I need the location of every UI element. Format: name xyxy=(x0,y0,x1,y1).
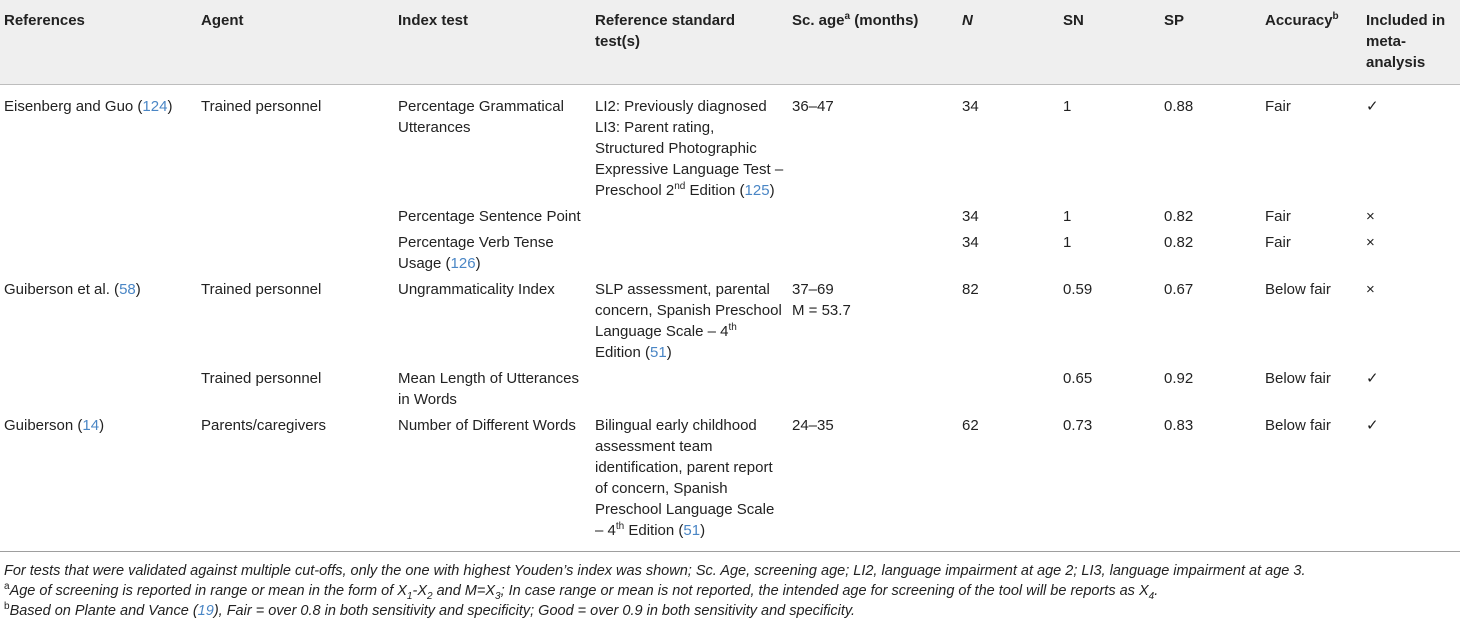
cell-sp: 0.92 xyxy=(1164,370,1194,387)
table-row xyxy=(0,367,1460,414)
cell-index-test: Number of Different Words xyxy=(394,414,591,552)
standard-text: Bilingual early childhood assessment team identification, parent report of concern, Spanish Preschool Language Scale – 4 xyxy=(595,417,775,539)
cell-sn: 1 xyxy=(1063,234,1072,251)
col-reference-standard: Reference standard test(s) xyxy=(591,0,788,85)
footnote-a xyxy=(4,581,1456,601)
footnote-text: Age of screening is reported in range or mean in the form of X xyxy=(9,583,407,599)
cell-sc-age xyxy=(788,414,958,552)
cell-reference-standard xyxy=(591,278,788,367)
footnote-text: . xyxy=(1154,583,1159,599)
col-n: N xyxy=(958,0,1059,85)
reference-text: Eisenberg and Guo ( xyxy=(4,98,143,115)
subscript: 2 xyxy=(426,590,433,602)
cell-agent: Trained personnel xyxy=(201,98,322,115)
cell-reference-standard xyxy=(591,231,788,278)
table-row xyxy=(0,414,1460,552)
cell-included: × xyxy=(1366,234,1375,251)
footnote-text: ), Fair = over 0.8 in both sensitivity and specificity; Good = over 0.9 in both sensitivity and specificity. xyxy=(213,603,856,619)
table-row xyxy=(0,231,1460,278)
cell-sn: 0.59 xyxy=(1063,281,1093,298)
cell-accuracy: Fair xyxy=(1265,234,1291,251)
cell-sp: 0.67 xyxy=(1164,281,1194,298)
col-sn: SN xyxy=(1059,0,1160,85)
footnote-b xyxy=(4,601,1456,621)
cell-sn: 1 xyxy=(1063,98,1072,115)
citation-link[interactable]: 58 xyxy=(119,281,136,298)
cell-accuracy: Fair xyxy=(1265,208,1291,225)
table-footnotes xyxy=(0,552,1460,621)
reference-close: ) xyxy=(135,281,141,298)
cell-reference-standard xyxy=(591,367,788,414)
cell-reference-standard xyxy=(591,205,788,231)
subscript: 3 xyxy=(495,590,501,602)
citation-link[interactable]: 125 xyxy=(744,182,770,199)
header-row xyxy=(0,0,1460,85)
reference-close: ) xyxy=(99,417,105,434)
age-mean: M = 53.7 xyxy=(792,302,851,319)
cell-sc-age xyxy=(788,278,958,367)
footnote-mark: a xyxy=(4,581,10,593)
col-included: Included in meta-analysis xyxy=(1362,0,1460,85)
citation-link[interactable]: 14 xyxy=(82,417,100,434)
standard-close: ) xyxy=(700,522,706,539)
col-agent: Agent xyxy=(197,0,394,85)
footnote-text: -X xyxy=(412,583,427,599)
footnote-general: For tests that were validated against multiple cut-offs, only the one with highest Youden’s index was shown; Sc. Age, screening age; LI2, language impairment at age 2; LI3, language impairment at age 3. xyxy=(4,563,1306,579)
citation-link[interactable]: 19 xyxy=(197,603,214,619)
col-accuracy xyxy=(1261,0,1362,85)
cell-included: × xyxy=(1366,208,1375,225)
col-references: References xyxy=(0,0,197,85)
footnote-mark: b xyxy=(4,601,10,613)
cell-accuracy: Below fair xyxy=(1261,414,1362,552)
cell-included: × xyxy=(1366,281,1375,298)
cell-agent: Trained personnel xyxy=(201,281,322,298)
reference-text: Guiberson et al. ( xyxy=(4,281,120,298)
standard-close: ) xyxy=(769,182,775,199)
footnote-text: Based on Plante and Vance ( xyxy=(9,603,198,619)
cell-n: 34 xyxy=(962,208,979,225)
cell-reference xyxy=(0,414,197,552)
standard-text: SLP assessment, parental concern, Spanish Preschool Language Scale – 4 xyxy=(595,281,782,340)
cell-reference xyxy=(0,367,197,414)
accuracy-footnote-mark: b xyxy=(1332,11,1339,22)
subscript: 1 xyxy=(406,590,413,602)
index-test-text: Percentage Verb Tense Usage ( xyxy=(398,234,554,272)
citation-link[interactable]: 51 xyxy=(650,344,667,361)
standard-text-tail: Edition ( xyxy=(685,182,745,199)
footnote-text: and M=X xyxy=(432,583,496,599)
cell-reference xyxy=(0,231,197,278)
age-range: 36–47 xyxy=(792,98,834,115)
cell-index-test xyxy=(394,231,591,278)
cell-reference-standard xyxy=(591,85,788,206)
cell-n xyxy=(958,367,1059,414)
cell-index-test: Percentage Sentence Point xyxy=(398,208,581,225)
reference-text: Guiberson ( xyxy=(4,417,83,434)
cell-sp: 0.82 xyxy=(1164,234,1194,251)
table-row xyxy=(0,85,1460,206)
index-test-close: ) xyxy=(475,255,481,272)
cell-sn: 0.65 xyxy=(1063,370,1093,387)
cell-reference xyxy=(0,205,197,231)
sc-age-label: Sc. age xyxy=(792,12,845,29)
cell-agent xyxy=(197,205,394,231)
cell-accuracy: Fair xyxy=(1265,98,1291,115)
table-row xyxy=(0,205,1460,231)
col-sp: SP xyxy=(1160,0,1261,85)
cell-agent: Parents/caregivers xyxy=(197,414,394,552)
cell-index-test: Mean Length of Utterances in Words xyxy=(398,370,579,408)
cell-sc-age xyxy=(788,231,958,278)
age-range: 37–69 xyxy=(792,281,834,298)
cell-reference xyxy=(0,85,197,206)
cell-sn: 0.73 xyxy=(1059,414,1160,552)
age-range: 24–35 xyxy=(792,417,834,434)
cell-sp: 0.83 xyxy=(1160,414,1261,552)
cell-sn: 1 xyxy=(1063,208,1072,225)
cell-sp: 0.88 xyxy=(1164,98,1194,115)
cell-sc-age xyxy=(788,85,958,206)
cell-reference-standard xyxy=(591,414,788,552)
cell-included: ✓ xyxy=(1362,414,1460,552)
cell-agent xyxy=(197,231,394,278)
standard-text-tail: Edition ( xyxy=(624,522,684,539)
cell-n: 82 xyxy=(962,281,979,298)
cell-reference xyxy=(0,278,197,367)
cell-agent: Trained personnel xyxy=(201,370,322,387)
ordinal-suffix: nd xyxy=(674,181,686,192)
cell-index-test: Ungrammaticality Index xyxy=(398,281,555,298)
cell-n: 34 xyxy=(962,98,979,115)
cell-accuracy: Below fair xyxy=(1265,281,1331,298)
ordinal-suffix: th xyxy=(728,322,737,333)
accuracy-label: Accuracy xyxy=(1265,12,1333,29)
citation-link[interactable]: 124 xyxy=(142,98,168,115)
cell-sc-age xyxy=(788,367,958,414)
cell-n: 62 xyxy=(958,414,1059,552)
cell-index-test: Percentage Grammatical Utterances xyxy=(398,98,564,136)
standard-text: LI2: Previously diagnosed LI3: Parent rating, Structured Photographic Expressive Language Test – Preschool 2 xyxy=(595,98,784,199)
sc-age-footnote-mark: a xyxy=(844,11,851,22)
col-sc-age xyxy=(788,0,958,85)
cell-sp: 0.82 xyxy=(1164,208,1194,225)
citation-link[interactable]: 51 xyxy=(683,522,701,539)
cell-sc-age xyxy=(788,205,958,231)
sc-age-unit: (months) xyxy=(850,12,919,29)
standard-close: ) xyxy=(666,344,672,361)
citation-link[interactable]: 126 xyxy=(450,255,476,272)
footnote-text: ; In case range or mean is not reported, the intended age for screening of the tool will be reports as X xyxy=(500,583,1149,599)
col-index-test: Index test xyxy=(394,0,591,85)
cell-n: 34 xyxy=(962,234,979,251)
subscript: 4 xyxy=(1148,590,1155,602)
standard-text-tail: Edition ( xyxy=(595,344,651,361)
cell-included: ✓ xyxy=(1366,98,1379,115)
reference-close: ) xyxy=(167,98,173,115)
table-row xyxy=(0,278,1460,367)
cell-included: ✓ xyxy=(1366,370,1379,387)
cell-accuracy: Below fair xyxy=(1265,370,1331,387)
ordinal-suffix: th xyxy=(615,521,625,532)
